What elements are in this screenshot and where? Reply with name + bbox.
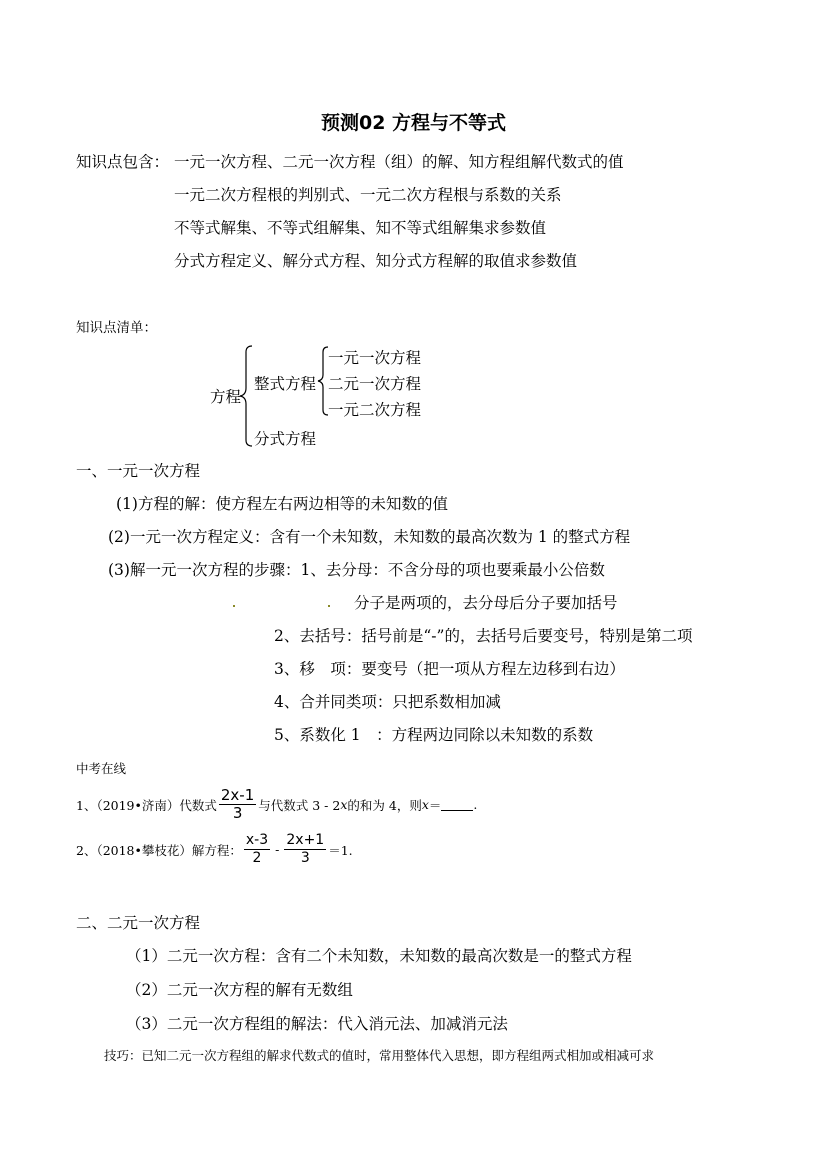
q2-fraction-2 — [284, 833, 326, 866]
section1-step-5: 5、系数化 1 ：方程两边同除以未知数的系数 — [274, 726, 594, 744]
knowledge-line-3: 不等式解集、不等式组解集、知不等式组解集求参数值 — [174, 219, 547, 237]
q2-frac1-denominator: 2 — [252, 850, 262, 866]
list-label: 知识点清单： — [76, 320, 157, 336]
tree-child-1: 一元一次方程 — [328, 349, 422, 367]
brace-main-icon — [238, 344, 254, 448]
knowledge-line-2: 一元二次方程根的判别式、一元二次方程根与系数的关系 — [174, 186, 562, 204]
section1-step-2: 2、去括号：括号前是“-”的，去括号后要变号，特别是第二项 — [274, 627, 693, 645]
knowledge-label: 知识点包含： — [76, 153, 170, 171]
q1-frac-denominator: 3 — [232, 804, 243, 822]
tree-integral: 整式方程 — [254, 375, 317, 393]
section1-item-3: (3)解一元一次方程的步骤：1、去分母：不含分母的项也要乘最小公倍数 — [108, 561, 605, 579]
q2-suffix: ＝1. — [328, 842, 353, 858]
q1-answer-blank — [441, 798, 473, 811]
section1-heading: 一、一元一次方程 — [76, 462, 201, 480]
tree-child-2: 二元一次方程 — [328, 375, 422, 393]
q1-frac-numerator: 2x-1 — [220, 786, 255, 804]
q1-end: . — [473, 797, 478, 812]
section1-step1-cont: 分子是两项的，去分母后分子要加括号 — [354, 594, 618, 612]
tree-child-3: 一元二次方程 — [328, 401, 422, 419]
q1-variable: x — [340, 797, 348, 812]
q1-middle: 与代数式 3 - 2 — [258, 797, 341, 813]
tree-root: 方程 — [210, 388, 242, 406]
exam-online-label: 中考在线 — [76, 761, 127, 776]
q2-minus: - — [275, 842, 280, 857]
q2-frac2-denominator: 3 — [300, 850, 310, 866]
section2-item-3: （3）二元一次方程组的解法：代入消元法、加减消元法 — [126, 1015, 508, 1033]
q2-frac2-numerator: 2x+1 — [286, 832, 325, 848]
q1-variable-2: x — [421, 797, 429, 812]
knowledge-line-4: 分式方程定义、解分式方程、知分式方程解的取值求参数值 — [174, 252, 578, 270]
q2-prefix: 2、（2018•攀枝花）解方程： — [76, 842, 242, 858]
section1-item-2: (2)一元一次方程定义：含有一个未知数，未知数的最高次数为 1 的整式方程 — [108, 528, 631, 546]
page-title: 预测02 方程与不等式 — [320, 112, 507, 134]
section2-item-2: （2）二元一次方程的解有无数组 — [126, 981, 353, 999]
section1-item-1: (1)方程的解：使方程左右两边相等的未知数的值 — [116, 495, 448, 513]
q2-frac1-numerator: x-3 — [245, 832, 269, 848]
question-2 — [76, 833, 353, 866]
q1-suffix2: ＝ — [428, 797, 442, 813]
q1-fraction — [219, 788, 256, 821]
q1-suffix1: 的和为 4，则 — [347, 797, 422, 813]
dot-mark — [328, 605, 330, 607]
question-1 — [76, 788, 477, 821]
section1-step-3: 3、移 项：要变号（把一项从方程左边移到右边） — [274, 660, 625, 678]
section2-tip: 技巧：已知二元一次方程组的解求代数式的值时，常用整体代入思想，即方程组两式相加或相减可求 — [104, 1048, 655, 1063]
section1-step-4: 4、合并同类项：只把系数相加减 — [274, 693, 501, 711]
section2-heading: 二、二元一次方程 — [76, 914, 201, 932]
knowledge-line-1: 一元一次方程、二元一次方程（组）的解、知方程组解代数式的值 — [174, 153, 624, 171]
tree-fractional: 分式方程 — [254, 430, 317, 448]
section2-item-1: （1）二元一次方程：含有二个未知数，未知数的最高次数是一的整式方程 — [126, 947, 632, 965]
q1-prefix: 1、（2019•济南）代数式 — [76, 797, 217, 813]
dot-mark — [233, 605, 235, 607]
q2-fraction-1 — [244, 833, 270, 866]
